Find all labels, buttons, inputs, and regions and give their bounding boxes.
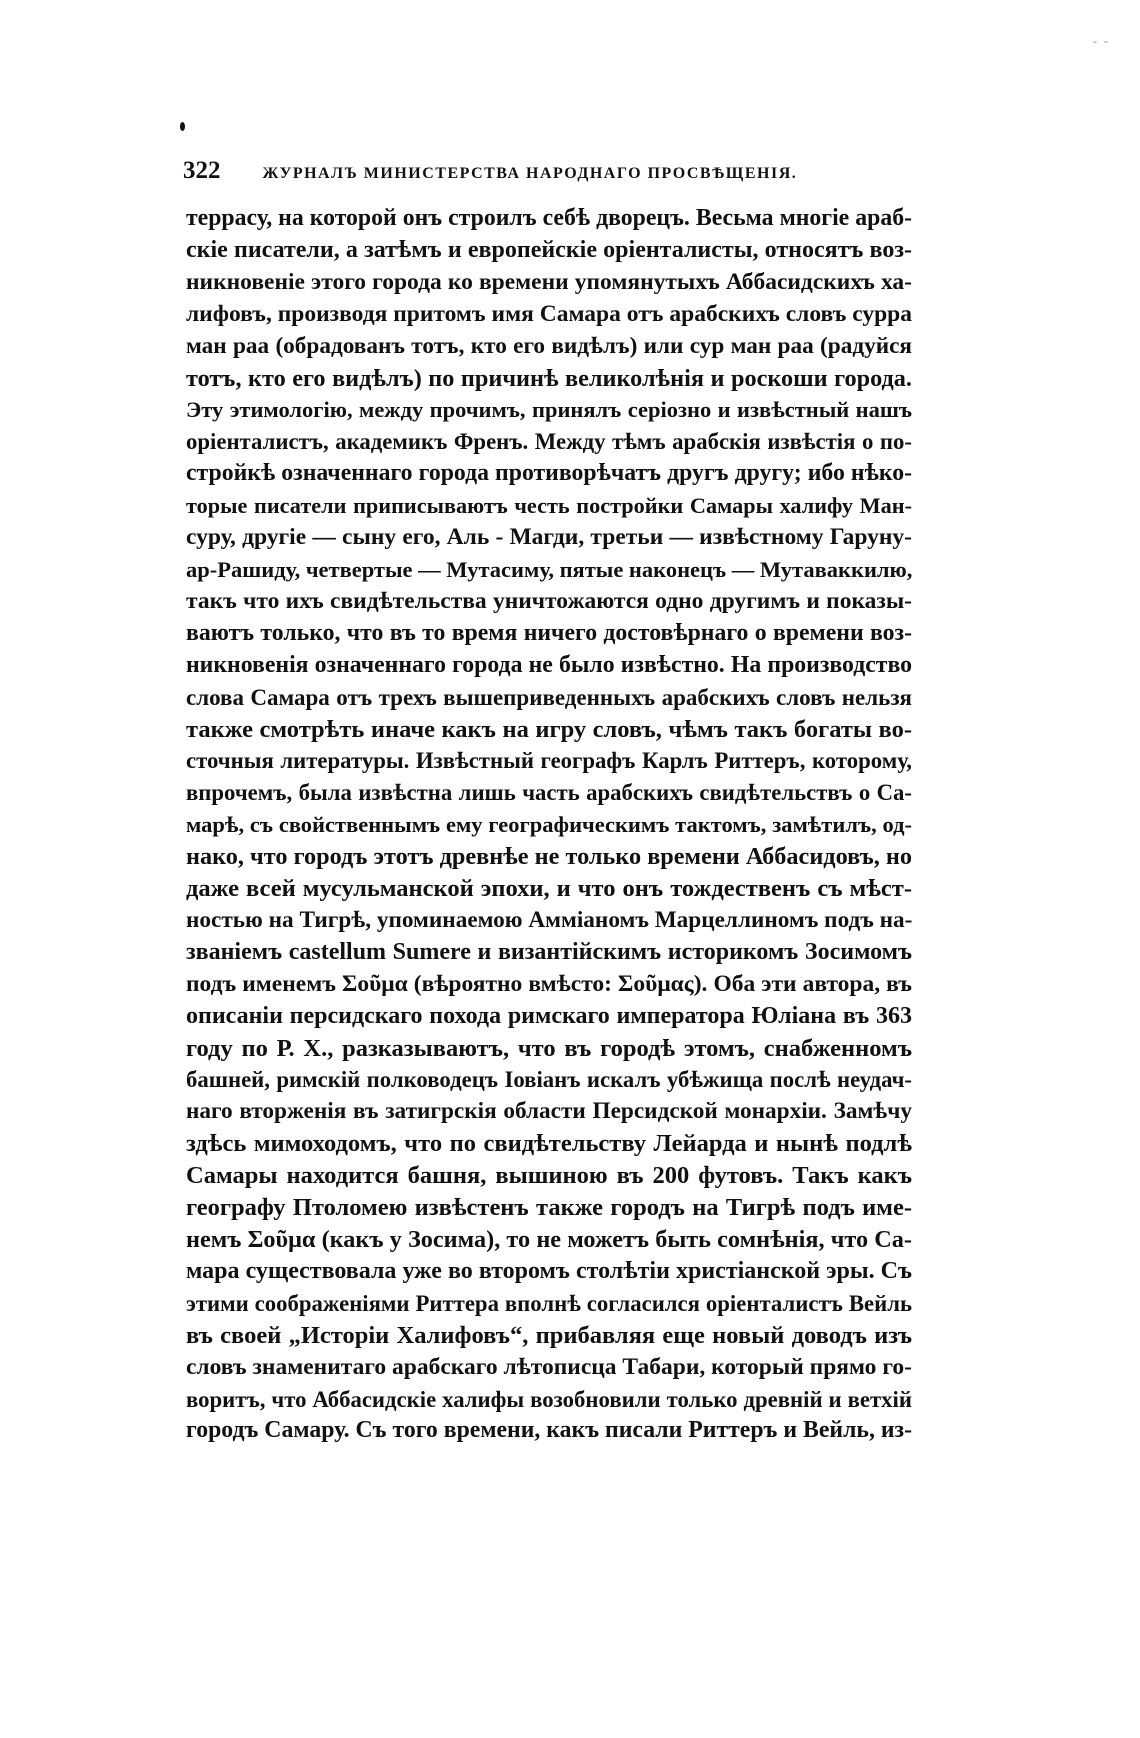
text-line: мара существовала уже во второмъ столѣтіи христіанской эры. Съ <box>186 1257 912 1284</box>
text-line: словъ знаменитаго арабскаго лѣтописца Табари, который прямо го- <box>186 1353 912 1380</box>
text-line: также смотрѣть иначе какъ на игру словъ, чѣмъ такъ богаты во- <box>186 715 912 743</box>
text-line: Самары находится башня, вышиною въ 200 футовъ. Такъ какъ <box>186 1162 912 1190</box>
text-line: ман раа (обрадованъ тотъ, кто его видѣлъ) или сур ман раа (радуйся <box>186 332 912 359</box>
text-line: тотъ, кто его видѣлъ) по причинѣ великолѣнія и роскоши города. <box>186 364 912 392</box>
ink-dot <box>180 122 185 131</box>
text-line: въ своей „Исторіи Халифовъ“, прибавляя еще новый доводъ изъ <box>186 1321 912 1349</box>
text-line: торые писатели приписываютъ честь постройки Самары халифу Ман- <box>186 493 912 519</box>
text-line: скіе писатели, а затѣмъ и европейскіе оріенталисты, относятъ воз- <box>186 236 912 263</box>
text-line: ностью на Тигрѣ, упоминаемою Амміаномъ Марцеллиномъ подъ на- <box>186 906 913 933</box>
text-line: оріенталистъ, академикъ Френъ. Между тѣмъ арабскія извѣстія о по- <box>186 429 912 455</box>
text-line: Эту этимологію, между прочимъ, принялъ серіозно и извѣстный нашъ <box>186 397 912 423</box>
text-line: террасу, на которой онъ строилъ себѣ дворецъ. Весьма многіе араб- <box>186 205 912 231</box>
text-line: никновеніе этого города ко времени упомянутыхъ Аббасидскихъ ха- <box>186 268 912 295</box>
text-line: воритъ, что Аббасидскіе халифы возобновили только древній и ветхій <box>186 1386 912 1412</box>
text-line: званіемъ castellum Sumere и византійскимъ историкомъ Зосимомъ <box>186 938 912 965</box>
text-line: немъ Σοῦμα (какъ у Зосима), то не можетъ быть сомнѣнія, что Са- <box>186 1226 912 1253</box>
text-line: такъ что ихъ свидѣтельства уничтожаются одно другимъ и показы- <box>186 587 912 614</box>
text-line: сточныя литературы. Извѣстный географъ Карлъ Риттеръ, которому, <box>186 748 912 774</box>
text-line: лифовъ, производя притомъ имя Самара отъ арабскихъ словъ сурра <box>186 300 912 327</box>
text-line: описаніи персидскаго похода римскаго императора Юліана въ 363 <box>186 1002 912 1029</box>
text-line: марѣ, съ свойственнымъ ему географическимъ тактомъ, замѣтилъ, од- <box>186 812 912 838</box>
body-text <box>186 203 912 1447</box>
text-line: ар-Рашиду, четвертые — Мутасиму, пятые наконецъ — Мутаваккилю, <box>186 556 913 582</box>
text-line: этими соображеніями Риттера вполнѣ согласился оріенталистъ Вейль <box>186 1290 912 1316</box>
page-header <box>183 157 913 185</box>
text-line: суру, другіе — сыну его, Аль - Магди, третьи — извѣстному Гаруну- <box>186 524 912 551</box>
scan-corner-mark: - - <box>1093 34 1110 48</box>
text-line: здѣсь мимоходомъ, что по свидѣтельству Лейарда и нынѣ подлѣ <box>186 1130 912 1158</box>
text-line: никновенія означеннаго города не было извѣстно. На производство <box>186 651 912 678</box>
text-line: впрочемъ, была извѣстна лишь часть арабскихъ свидѣтельствъ о Са- <box>186 780 912 806</box>
text-line: году по Р. Х., разказываютъ, что въ городѣ этомъ, снабженномъ <box>186 1034 912 1062</box>
running-title: ЖУРНАЛЪ МИНИСТЕРСТВА НАРОДНАГО ПРОСВѢЩЕНІЯ. <box>262 165 798 182</box>
text-line: городъ Самару. Съ того времени, какъ писали Риттеръ и Вейль, из- <box>186 1417 912 1444</box>
text-line: даже всей мусульманской эпохи, и что онъ тождественъ съ мѣст- <box>186 875 912 903</box>
text-line: ваютъ только, что въ то время ничего достовѣрнаго о времени воз- <box>186 619 912 646</box>
text-line: географу Птоломею извѣстенъ также городъ на Тигрѣ подъ име- <box>186 1194 912 1222</box>
text-line: наго вторженія въ затигрскія области Персидской монархіи. Замѣчу <box>186 1098 912 1125</box>
text-line: башней, римскій полководецъ Іовіанъ искалъ убѣжища послѣ неудач- <box>186 1067 912 1093</box>
text-line: слова Самара отъ трехъ вышеприведенныхъ арабскихъ словъ нельзя <box>186 684 912 710</box>
text-line: нако, что городъ этотъ древнѣе не только времени Аббасидовъ, но <box>186 843 912 871</box>
text-line: стройкѣ означеннаго города противорѣчатъ другъ другу; ибо нѣко- <box>186 460 912 487</box>
page-number: 322 <box>183 157 221 184</box>
text-line: подъ именемъ Σοῦμα (вѣроятно вмѣсто: Σοῦμας). Оба эти автора, въ <box>186 970 912 997</box>
